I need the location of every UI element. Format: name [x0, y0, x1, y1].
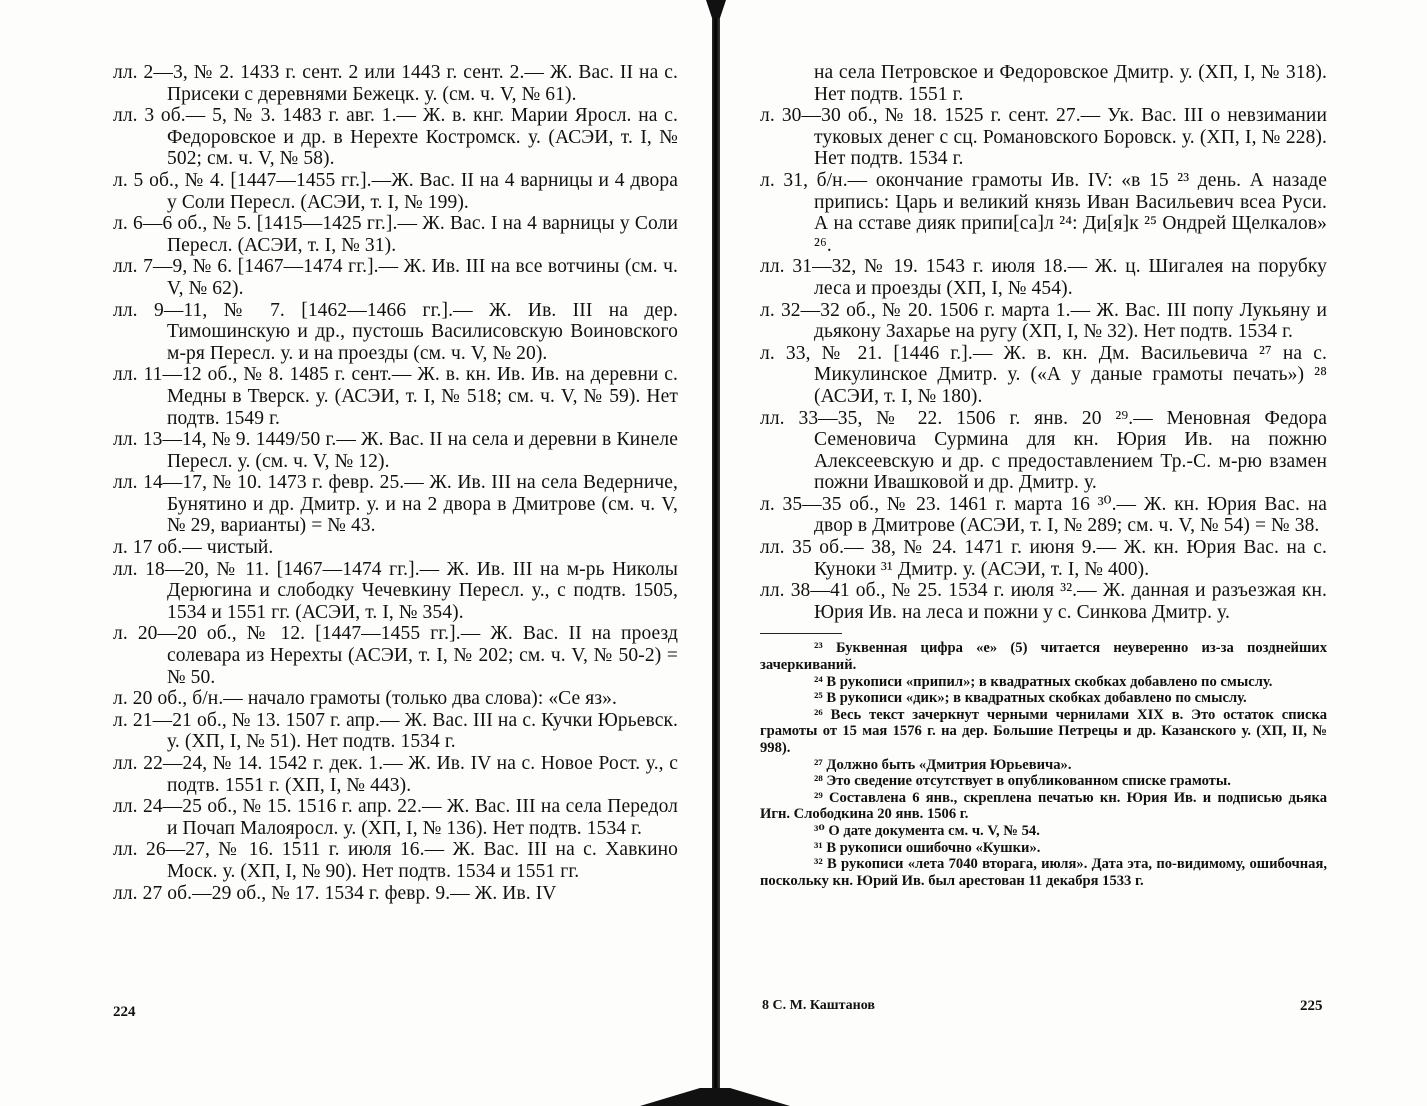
catalog-entry: л. 17 об.— чистый. — [113, 537, 274, 559]
catalog-entry: лл. 13—14, № 9. 1449/50 г.— Ж. Вас. II на села и деревни в Кинеле Пересл. у. (см. ч. V, № 12). — [113, 429, 678, 472]
catalog-entry: л. 32—32 об., № 20. 1506 г. марта 1.— Ж. Вас. III попу Лукьяну и дьякону Захарье на ругу (ХП, I, № 32). Нет подтв. 1534 г. — [760, 299, 1327, 343]
catalog-entry: лл. 18—20, № 11. [1467—1474 гг.].— Ж. Ив. III на м-рь Николы Дерюгина и слободку Чечевкину Пересл. у., с подтв. 1505, 1534 и 1551 гг. (АСЭИ, т. I, № 354). — [113, 558, 678, 623]
gutter-shadow-bottom — [640, 1088, 790, 1106]
catalog-entry: л. 30—30 об., № 18. 1525 г. сент. 27.— Ук. Вас. III о невзимании туковых денег с сц. Романовского Боровск. у. (ХП, I, № 228). Нет подтв. 1534 г. — [760, 105, 1327, 170]
catalog-entry: лл. 35 об.— 38, № 24. 1471 г. июня 9.— Ж. кн. Юрия Вас. на с. Куноки ³¹ Дмитр. у. (АСЭИ, т. I, № 400). — [760, 537, 1327, 580]
catalog-entry: л. 31, б/н.— окончание грамоты Ив. IV: «в 15 ²³ день. А назаде припись: Царь и великий князь Иван Васильевич всеа Руси. А на сставе дияк припи[са]л ²⁴: Ди[я]к ²⁵ Ондрей Щелкалов» ²⁶. — [760, 169, 1327, 256]
footnote: ³¹ В рукописи ошибочно «Кушки». — [814, 839, 1041, 856]
right-page — [760, 62, 1327, 889]
catalog-entry: л. 33, № 21. [1446 г.].— Ж. в. кн. Дм. Васильевича ²⁷ на с. Микулинское Дмитр. у. («А у даные грамоты печать») ²⁸ (АСЭИ, т. I, № 180). — [760, 342, 1327, 407]
catalog-entry: лл. 33—35, № 22. 1506 г. янв. 20 ²⁹.— Меновная Федора Семеновича Сурмина для кн. Юрия Ив. на пожню Алексеевскую и др. с предоставлением Тр.-С. м-рю взамен пожни Ивашковой и др. Дмитр. у. — [760, 407, 1327, 494]
catalog-entry: лл. 11—12 об., № 8. 1485 г. сент.— Ж. в. кн. Ив. Ив. на деревни с. Медны в Тверск. у. (АСЭИ, т. I, № 518; см. ч. V, № 59). Нет подтв. 1549 г. — [113, 364, 678, 429]
catalog-entry: лл. 27 об.—29 об., № 17. 1534 г. февр. 9.— Ж. Ив. IV — [113, 882, 557, 904]
gutter-shadow-top — [706, 0, 726, 18]
printer-signature: 8 С. М. Каштанов — [762, 998, 875, 1013]
footnote: ²⁴ В рукописи «припил»; в квадратных скобках добавлено по смыслу. — [814, 673, 1273, 690]
footnote: ²⁷ Должно быть «Дмитрия Юрьевича». — [814, 756, 1072, 773]
catalog-entry: лл. 7—9, № 6. [1467—1474 гг.].— Ж. Ив. III на все вотчины (см. ч. V, № 62). — [113, 256, 678, 299]
catalog-entry: л. 5 об., № 4. [1447—1455 гг.].—Ж. Вас. II на 4 варницы и 4 двора у Соли Пересл. (АСЭИ, т. I, № 199). — [113, 169, 678, 213]
catalog-entry: лл. 26—27, № 16. 1511 г. июля 16.— Ж. Вас. III на с. Хавкино Моск. у. (ХП, I, № 90). Нет подтв. 1534 и 1551 гг. — [113, 839, 678, 882]
footnote-rule — [760, 633, 842, 634]
footnote: ²⁶ Весь текст зачеркнут черными чернилами XIX в. Это остаток списка грамоты от 15 мая 1576 г. на дер. Большие Петрецы и др. Казанского у. (ХП, II, № 998). — [760, 706, 1327, 756]
footnote: ²⁸ Это сведение отсутствует в опубликованном списке грамоты. — [814, 773, 1231, 790]
catalog-entry: лл. 2—3, № 2. 1433 г. сент. 2 или 1443 г. сент. 2.— Ж. Вас. II на с. Присеки с деревнями Бежецк. у. (см. ч. V, № 61). — [113, 62, 678, 105]
catalog-entry: л. 35—35 об., № 23. 1461 г. марта 16 ³⁰.— Ж. кн. Юрия Вас. на двор в Дмитрове (АСЭИ, т. I, № 289; см. ч. V, № 54) = № 38. — [760, 493, 1327, 537]
catalog-entry: л. 21—21 об., № 13. 1507 г. апр.— Ж. Вас. III на с. Кучки Юрьевск. у. (ХП, I, № 51). Нет подтв. 1534 г. — [113, 709, 678, 753]
catalog-entry: лл. 3 об.— 5, № 3. 1483 г. авг. 1.— Ж. в. кнг. Марии Яросл. на с. Федоровское и др. в Нерехте Костромск. у. (АСЭИ, т. I, № 502; см. ч. V, № 58). — [113, 105, 678, 170]
footnote: ³⁰ О дате документа см. ч. V, № 54. — [814, 822, 1040, 839]
footnote: ²³ Буквенная цифра «е» (5) читается неуверенно из-за позднейших зачеркиваний. — [760, 640, 1327, 674]
catalog-entry: лл. 9—11, № 7. [1462—1466 гг.].— Ж. Ив. III на дер. Тимошинскую и др., пустошь Василисовскую Воиновского м-ря Пересл. у. и на проезды (см. ч. V, № 20). — [113, 299, 678, 364]
catalog-entry: лл. 22—24, № 14. 1542 г. дек. 1.— Ж. Ив. IV на с. Новое Рост. у., с подтв. 1551 г. (ХП, I, № 443). — [113, 753, 678, 796]
book-gutter — [712, 0, 720, 1106]
catalog-entry: лл. 38—41 об., № 25. 1534 г. июля ³².— Ж. данная и разъезжая кн. Юрия Ив. на леса и пожни у с. Синкова Дмитр. у. — [760, 580, 1327, 623]
catalog-entry: лл. 24—25 об., № 15. 1516 г. апр. 22.— Ж. Вас. III на села Передол и Почап Малояросл. у. (ХП, I, № 136). Нет подтв. 1534 г. — [113, 796, 678, 839]
catalog-entry: л. 20—20 об., № 12. [1447—1455 гг.].— Ж. Вас. II на проезд солевара из Нерехты (АСЭИ, т. I, № 202; см. ч. V, № 50-2) = № 50. — [113, 623, 678, 688]
footnote: ²⁹ Составлена 6 янв., скреплена печатью кн. Юрия Ив. и подписью дьяка Игн. Слободкина 20 янв. 1506 г. — [760, 789, 1327, 823]
catalog-entry: лл. 14—17, № 10. 1473 г. февр. 25.— Ж. Ив. III на села Ведерниче, Бунятино и др. Дмитр. у. и на 2 двора в Дмитрове (см. ч. V, № 29, варианты) = № 43. — [113, 472, 678, 537]
left-page — [113, 62, 678, 904]
catalog-entry: лл. 31—32, № 19. 1543 г. июля 18.— Ж. ц. Шигалея на порубку леса и проезды (ХП, I, № 454). — [760, 256, 1327, 299]
footnote: ²⁵ В рукописи «дик»; в квадратных скобках добавлено по смыслу. — [814, 690, 1247, 707]
page-number-right: 225 — [1300, 998, 1323, 1014]
catalog-entry: л. 6—6 об., № 5. [1415—1425 гг.].— Ж. Вас. I на 4 варницы у Соли Пересл. (АСЭИ, т. I, № 31). — [113, 213, 678, 256]
catalog-entry: л. 20 об., б/н.— начало грамоты (только два слова): «Се яз». — [113, 688, 617, 710]
catalog-entry-continuation: на села Петровское и Федоровское Дмитр. у. (ХП, I, № 318). Нет подтв. 1551 г. — [814, 62, 1327, 105]
page-number-left: 224 — [113, 1004, 136, 1020]
footnote: ³² В рукописи «лета 7040 вторага, июля». Дата эта, по-видимому, ошибочная, поскольку кн. Юрий Ив. был арестован 11 декабря 1533 г. — [760, 856, 1327, 889]
